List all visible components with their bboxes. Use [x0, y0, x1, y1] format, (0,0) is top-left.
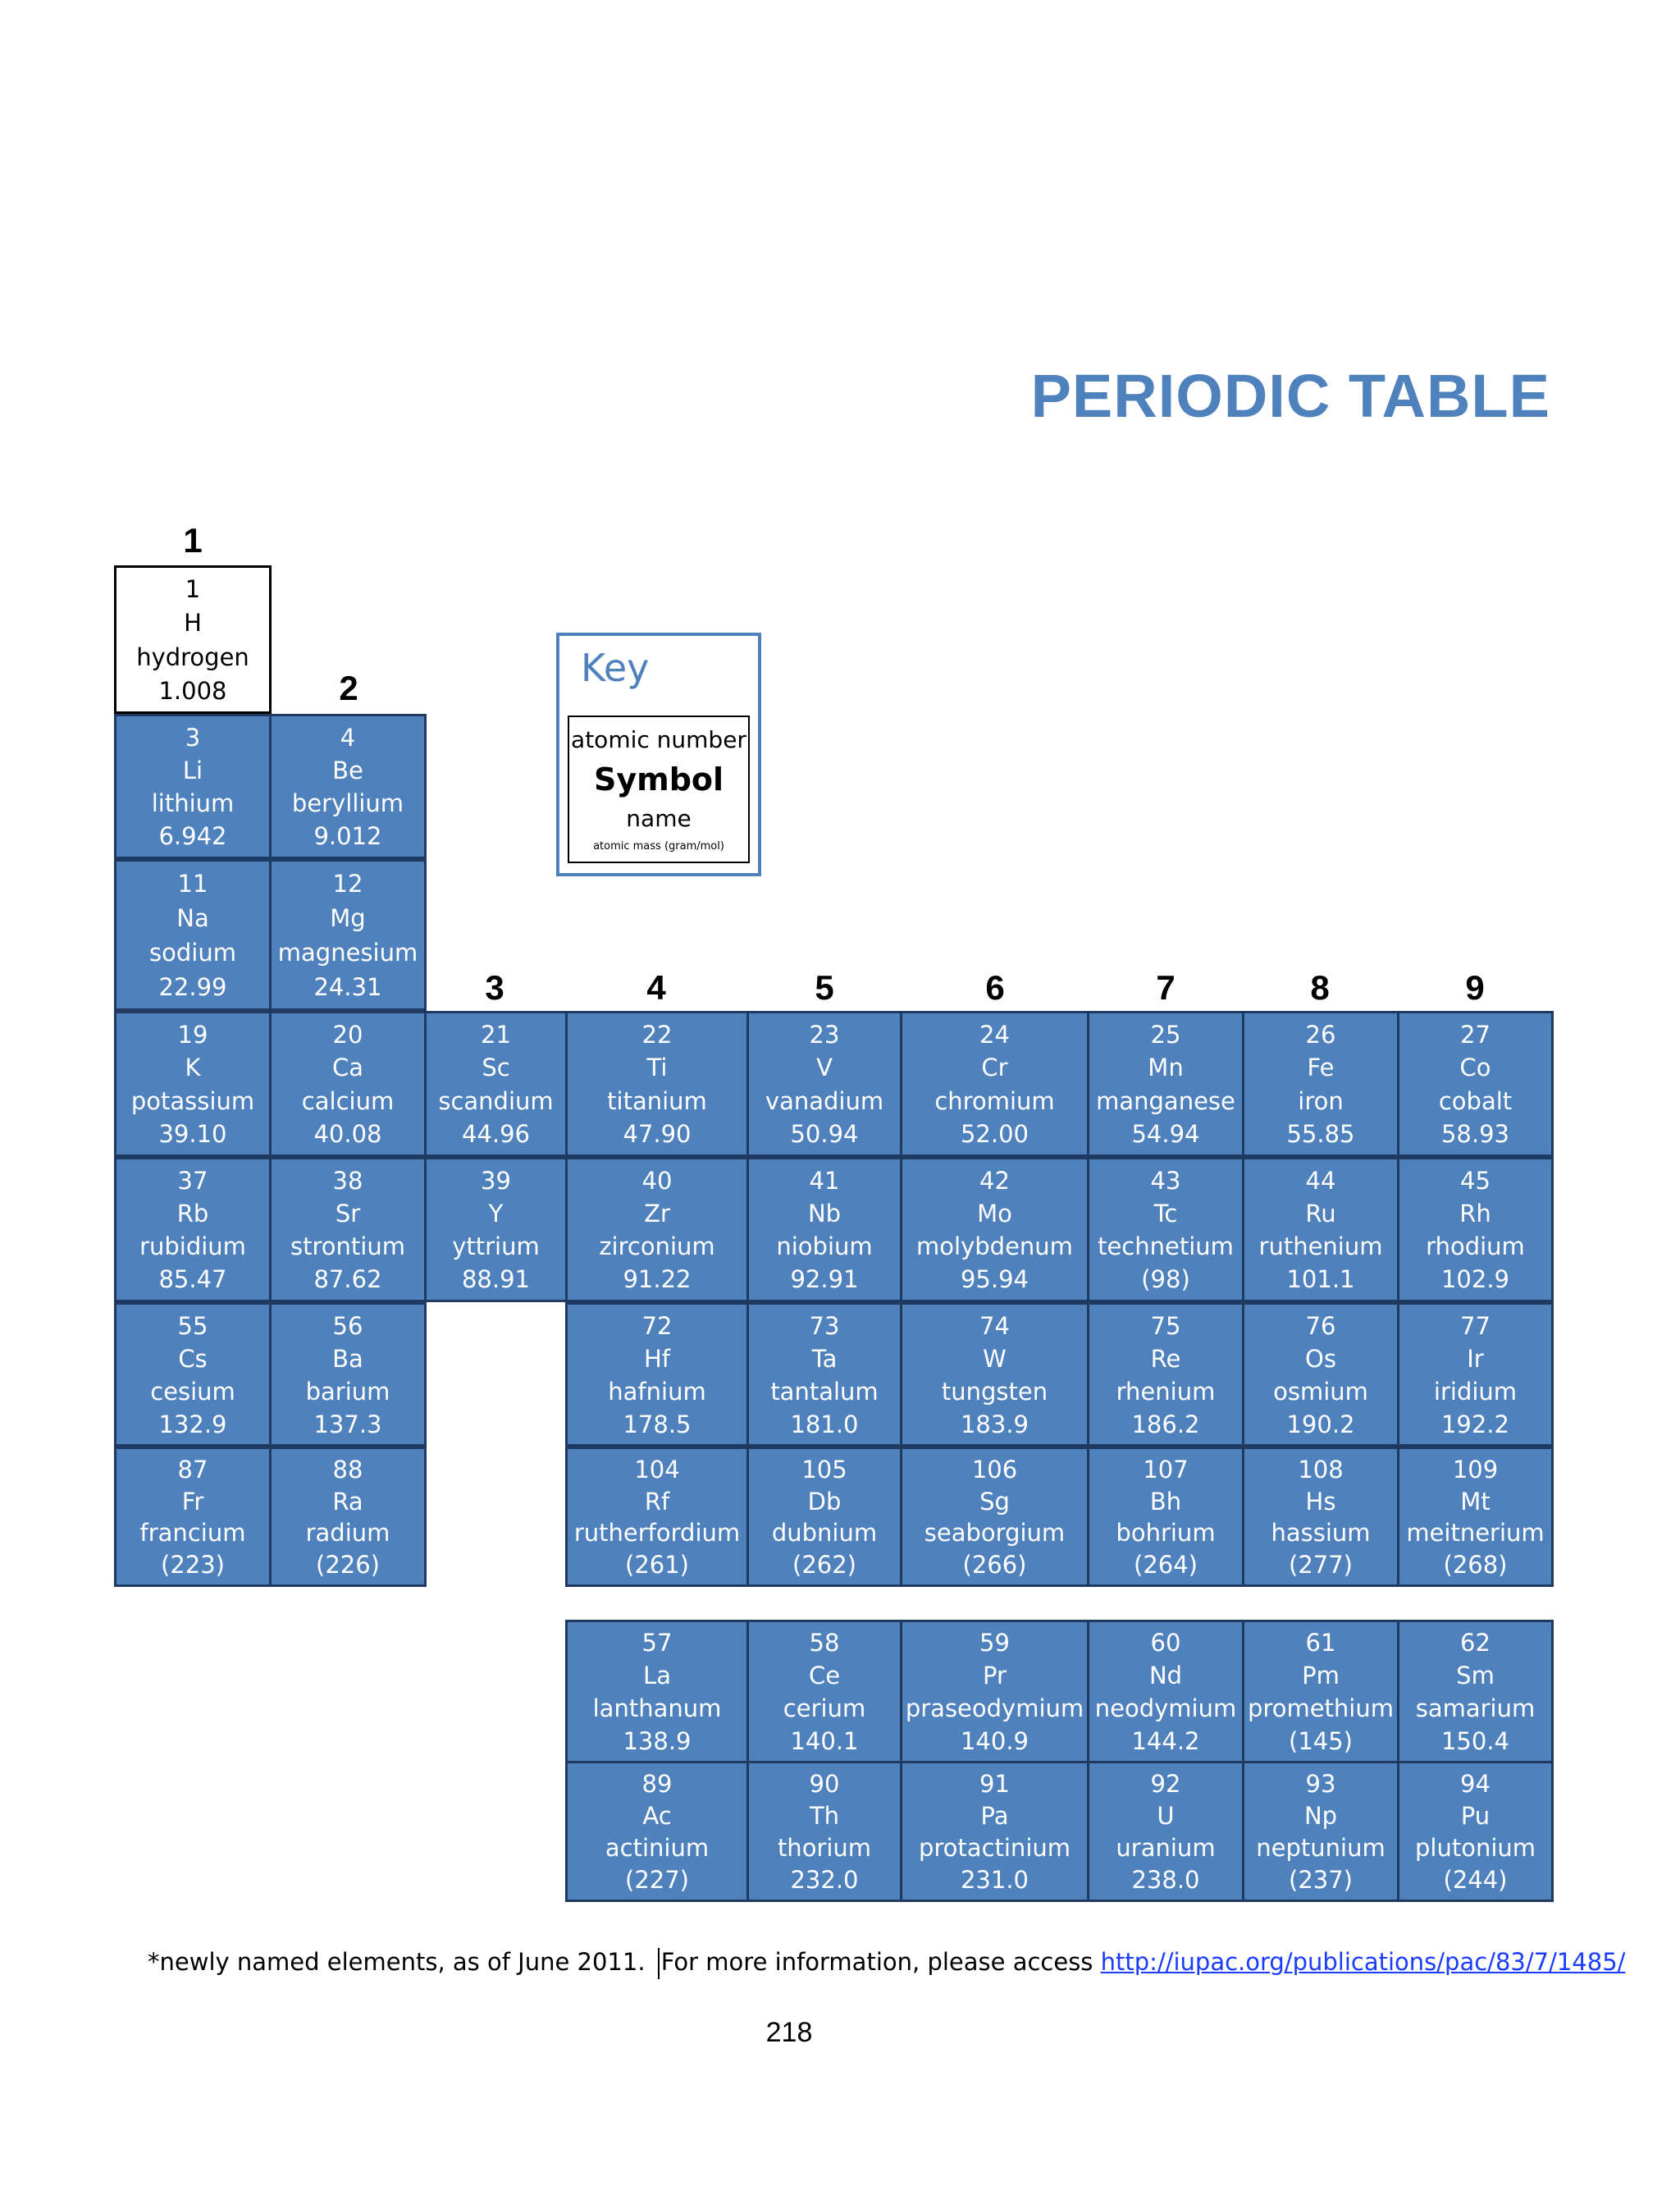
atomic-number: 45 [1460, 1166, 1491, 1195]
element-name: ruthenium [1258, 1232, 1383, 1261]
atomic-number: 109 [1452, 1455, 1499, 1484]
atomic-number: 43 [1150, 1166, 1181, 1195]
element-cell [565, 1011, 749, 1157]
atomic-mass: (262) [792, 1551, 856, 1580]
element-name: actinium [605, 1834, 710, 1862]
element-symbol: Ti [646, 1054, 668, 1082]
atomic-number: 38 [332, 1166, 363, 1195]
atomic-mass: 95.94 [960, 1265, 1029, 1294]
atomic-number: 20 [332, 1020, 363, 1049]
atomic-number: 12 [332, 869, 363, 898]
element-name: uranium [1116, 1834, 1216, 1862]
element-name: niobium [776, 1232, 873, 1261]
atomic-mass: 50.94 [790, 1120, 859, 1149]
atomic-number: 40 [641, 1166, 673, 1195]
atomic-number: 62 [1460, 1629, 1491, 1657]
atomic-mass: 183.9 [960, 1410, 1029, 1438]
element-cell [1087, 1447, 1244, 1587]
element-symbol: Pu [1460, 1802, 1491, 1830]
element-name: chromium [934, 1086, 1055, 1115]
atomic-mass: 22.99 [158, 973, 227, 1002]
element-name: plutonium [1414, 1834, 1536, 1862]
element-symbol: Pm [1302, 1662, 1340, 1690]
atomic-mass: 24.31 [313, 973, 382, 1002]
group-header-1: 1 [183, 521, 203, 560]
element-name: tungsten [941, 1377, 1048, 1406]
atomic-number: 25 [1150, 1020, 1181, 1049]
element-symbol: Cr [981, 1054, 1008, 1082]
element-name: vanadium [765, 1086, 884, 1115]
element-cell [1397, 1761, 1554, 1902]
element-name: promethium [1248, 1694, 1394, 1722]
element-name: osmium [1273, 1377, 1368, 1406]
element-cell [1397, 1011, 1554, 1157]
element-symbol: Mt [1460, 1487, 1491, 1516]
element-symbol: Zr [644, 1199, 670, 1228]
atomic-number: 104 [634, 1455, 680, 1484]
element-cell [269, 1447, 427, 1587]
element-name: protactinium [918, 1834, 1071, 1862]
key-atomic-number-label: atomic number [571, 725, 746, 753]
atomic-number: 89 [641, 1770, 673, 1798]
atomic-mass: (145) [1289, 1726, 1353, 1755]
element-cell [114, 859, 272, 1011]
element-symbol: Y [488, 1199, 504, 1228]
group-header-3: 3 [485, 968, 504, 1007]
atomic-number: 24 [979, 1020, 1010, 1049]
element-cell [1242, 1761, 1399, 1902]
element-cell [746, 1157, 902, 1302]
atomic-number: 3 [185, 723, 201, 752]
atomic-mass: 231.0 [960, 1866, 1029, 1894]
element-cell [1087, 1157, 1244, 1302]
element-name: hafnium [608, 1377, 706, 1406]
group-header-8: 8 [1310, 968, 1330, 1007]
element-symbol: Tc [1153, 1199, 1178, 1228]
atomic-mass: 52.00 [960, 1120, 1029, 1149]
element-cell [1242, 1447, 1399, 1587]
atomic-mass: (98) [1141, 1265, 1190, 1294]
element-cell [565, 1302, 749, 1447]
group-header-4: 4 [646, 968, 666, 1007]
atomic-number: 94 [1460, 1770, 1491, 1798]
element-cell [900, 1761, 1089, 1902]
atomic-mass: (268) [1443, 1551, 1508, 1580]
atomic-number: 37 [177, 1166, 208, 1195]
atomic-mass: 138.9 [623, 1726, 692, 1755]
atomic-mass: 140.1 [790, 1726, 859, 1755]
element-cell [114, 565, 272, 714]
key-legend [556, 633, 761, 876]
element-name: radium [305, 1519, 390, 1548]
element-cell [900, 1011, 1089, 1157]
element-symbol: Rb [176, 1199, 209, 1228]
element-symbol: Ce [808, 1662, 841, 1690]
atomic-mass: 6.942 [158, 822, 227, 851]
element-name: cerium [783, 1694, 866, 1722]
element-name: iron [1298, 1086, 1344, 1115]
element-name: francium [139, 1519, 246, 1548]
atomic-mass: (266) [962, 1551, 1027, 1580]
element-symbol: Ra [332, 1487, 363, 1516]
element-cell [746, 1302, 902, 1447]
atomic-number: 87 [177, 1455, 208, 1484]
key-symbol-label: Symbol [593, 761, 724, 798]
footnote-text: *newly named elements, as of June 2011. [148, 1948, 646, 1976]
element-symbol: Pa [980, 1802, 1009, 1830]
atomic-number: 72 [641, 1311, 673, 1340]
element-cell [114, 1157, 272, 1302]
element-name: beryllium [291, 789, 404, 818]
element-cell [1087, 1620, 1244, 1763]
element-name: technetium [1098, 1232, 1234, 1261]
key-name-label: name [626, 805, 692, 833]
element-symbol: Nb [807, 1199, 842, 1228]
element-cell [1397, 1157, 1554, 1302]
element-symbol: Mn [1148, 1054, 1184, 1082]
atomic-mass: 137.3 [313, 1410, 382, 1438]
atomic-number: 42 [979, 1166, 1010, 1195]
element-symbol: Th [809, 1802, 840, 1830]
atomic-mass: 232.0 [790, 1866, 859, 1894]
atomic-number: 23 [809, 1020, 840, 1049]
element-cell [1087, 1302, 1244, 1447]
element-cell [565, 1620, 749, 1763]
element-cell [1397, 1620, 1554, 1763]
element-cell [424, 1011, 568, 1157]
atomic-number: 22 [641, 1020, 673, 1049]
page-title: PERIODIC TABLE [1030, 362, 1550, 430]
element-cell [565, 1157, 749, 1302]
atomic-number: 56 [332, 1311, 363, 1340]
atomic-mass: 92.91 [790, 1265, 859, 1294]
element-cell [269, 859, 427, 1011]
atomic-mass: 54.94 [1131, 1120, 1200, 1149]
element-name: rubidium [139, 1232, 246, 1261]
page-number: 218 [765, 2017, 813, 2048]
element-symbol: Ca [331, 1054, 364, 1082]
key-sample-cell [568, 716, 750, 863]
element-name: cobalt [1438, 1086, 1513, 1115]
element-name: lanthanum [592, 1694, 722, 1722]
element-name: meitnerium [1406, 1519, 1545, 1548]
element-cell [1087, 1761, 1244, 1902]
element-name: samarium [1415, 1694, 1536, 1722]
element-name: tantalum [770, 1377, 879, 1406]
element-symbol: Re [1150, 1344, 1181, 1373]
atomic-number: 75 [1150, 1311, 1181, 1340]
element-cell [1242, 1302, 1399, 1447]
atomic-mass: 132.9 [158, 1410, 227, 1438]
atomic-mass: 1.008 [158, 676, 227, 705]
element-name: rutherfordium [573, 1519, 741, 1548]
element-symbol: Rh [1459, 1199, 1491, 1228]
atomic-number: 92 [1150, 1770, 1181, 1798]
element-cell [900, 1620, 1089, 1763]
element-symbol: Cs [178, 1344, 208, 1373]
atomic-number: 107 [1143, 1455, 1189, 1484]
atomic-mass: (223) [161, 1551, 225, 1580]
atomic-mass: 186.2 [1131, 1410, 1200, 1438]
group-header-9: 9 [1465, 968, 1485, 1007]
atomic-number: 41 [809, 1166, 840, 1195]
element-cell [114, 1302, 272, 1447]
element-name: iridium [1433, 1377, 1518, 1406]
atomic-number: 108 [1298, 1455, 1344, 1484]
atomic-number: 93 [1305, 1770, 1336, 1798]
element-cell [746, 1620, 902, 1763]
atomic-mass: (277) [1289, 1551, 1353, 1580]
key-atomic-mass-label: atomic mass (gram/mol) [593, 840, 724, 853]
group-header-5: 5 [815, 968, 834, 1007]
atomic-mass: 238.0 [1131, 1866, 1200, 1894]
element-cell [565, 1447, 749, 1587]
element-symbol: Hs [1305, 1487, 1336, 1516]
atomic-mass: 44.96 [461, 1120, 531, 1149]
atomic-mass: 87.62 [313, 1265, 382, 1294]
atomic-number: 60 [1150, 1629, 1181, 1657]
atomic-mass: 91.22 [623, 1265, 692, 1294]
element-name: neptunium [1256, 1834, 1386, 1862]
element-name: magnesium [277, 939, 418, 967]
element-name: rhodium [1426, 1232, 1525, 1261]
element-name: sodium [149, 939, 236, 967]
element-cell [900, 1302, 1089, 1447]
atomic-number: 91 [979, 1770, 1010, 1798]
atomic-number: 59 [979, 1629, 1010, 1657]
element-name: rhenium [1116, 1377, 1216, 1406]
element-cell [746, 1761, 902, 1902]
atomic-mass: 101.1 [1286, 1265, 1355, 1294]
element-cell [1242, 1157, 1399, 1302]
element-name: neodymium [1094, 1694, 1237, 1722]
element-symbol: Sm [1456, 1662, 1495, 1690]
atomic-mass: (244) [1443, 1866, 1508, 1894]
element-symbol: Np [1303, 1802, 1338, 1830]
element-cell [269, 1011, 427, 1157]
iupac-link[interactable]: http://iupac.org/publications/pac/83/7/1485/ [1100, 1948, 1626, 1976]
element-name: calcium [301, 1086, 395, 1115]
atomic-mass: (227) [625, 1866, 689, 1894]
atomic-number: 76 [1305, 1311, 1336, 1340]
element-name: bohrium [1116, 1519, 1216, 1548]
element-symbol: Ac [642, 1802, 672, 1830]
element-name: potassium [130, 1086, 255, 1115]
atomic-number: 58 [809, 1629, 840, 1657]
atomic-number: 1 [185, 575, 201, 604]
atomic-mass: 150.4 [1440, 1726, 1510, 1755]
element-cell [1397, 1302, 1554, 1447]
element-cell [1242, 1620, 1399, 1763]
element-name: thorium [777, 1834, 872, 1862]
element-cell [269, 1302, 427, 1447]
element-name: hydrogen [136, 642, 249, 671]
element-cell [1397, 1447, 1554, 1587]
group-header-6: 6 [985, 968, 1005, 1007]
atomic-number: 74 [979, 1311, 1010, 1340]
atomic-number: 57 [641, 1629, 673, 1657]
atomic-mass: 47.90 [623, 1120, 692, 1149]
element-name: molybdenum [916, 1232, 1073, 1261]
element-symbol: Pr [983, 1662, 1007, 1690]
element-symbol: U [1157, 1802, 1175, 1830]
atomic-number: 27 [1460, 1020, 1491, 1049]
atomic-mass: 85.47 [158, 1265, 227, 1294]
atomic-number: 106 [971, 1455, 1018, 1484]
element-symbol: Li [182, 756, 203, 784]
element-cell [114, 1447, 272, 1587]
footnote [148, 1948, 1625, 1979]
element-symbol: Ba [332, 1344, 363, 1373]
atomic-number: 11 [177, 869, 208, 898]
footnote-more-info: For more information, please access [660, 1948, 1093, 1976]
atomic-number: 55 [177, 1311, 208, 1340]
element-cell [269, 714, 427, 859]
atomic-mass: (261) [625, 1551, 689, 1580]
element-cell [114, 714, 272, 859]
atomic-number: 105 [801, 1455, 847, 1484]
element-symbol: W [983, 1344, 1007, 1373]
element-symbol: La [643, 1662, 671, 1690]
text-cursor [658, 1948, 660, 1979]
element-symbol: Ir [1467, 1344, 1484, 1373]
atomic-mass: 40.08 [313, 1120, 382, 1149]
element-symbol: Ru [1305, 1199, 1336, 1228]
element-symbol: Bh [1149, 1487, 1182, 1516]
atomic-number: 77 [1460, 1311, 1491, 1340]
element-cell [746, 1447, 902, 1587]
atomic-number: 73 [809, 1311, 840, 1340]
element-symbol: K [185, 1054, 201, 1082]
element-symbol: Sg [979, 1487, 1010, 1516]
atomic-mass: 140.9 [960, 1726, 1029, 1755]
atomic-mass: (264) [1134, 1551, 1198, 1580]
group-header-2: 2 [339, 669, 358, 707]
element-symbol: Db [807, 1487, 842, 1516]
atomic-number: 39 [481, 1166, 511, 1195]
atomic-mass: 9.012 [313, 822, 382, 851]
atomic-number: 90 [809, 1770, 840, 1798]
element-symbol: H [184, 609, 202, 638]
element-cell [114, 1011, 272, 1157]
atomic-mass: (226) [316, 1551, 380, 1580]
element-symbol: Rf [644, 1487, 670, 1516]
element-name: hassium [1271, 1519, 1371, 1548]
element-name: strontium [290, 1232, 405, 1261]
atomic-number: 88 [332, 1455, 363, 1484]
atomic-mass: 178.5 [623, 1410, 692, 1438]
atomic-mass: 181.0 [790, 1410, 859, 1438]
element-symbol: Nd [1148, 1662, 1183, 1690]
element-name: lithium [151, 789, 235, 818]
element-symbol: V [816, 1054, 833, 1082]
atomic-number: 61 [1305, 1629, 1336, 1657]
element-symbol: Mg [330, 903, 366, 932]
atomic-number: 44 [1305, 1166, 1336, 1195]
atomic-mass: 144.2 [1131, 1726, 1200, 1755]
atomic-number: 21 [481, 1020, 511, 1049]
atomic-number: 19 [177, 1020, 208, 1049]
element-cell [1242, 1011, 1399, 1157]
element-symbol: Sc [482, 1054, 510, 1082]
element-cell [900, 1447, 1089, 1587]
element-symbol: Os [1305, 1344, 1336, 1373]
element-name: scandium [438, 1086, 554, 1115]
element-cell [746, 1011, 902, 1157]
element-cell [900, 1157, 1089, 1302]
element-name: manganese [1096, 1086, 1235, 1115]
atomic-mass: 192.2 [1440, 1410, 1510, 1438]
key-title: Key [581, 646, 650, 690]
element-name: titanium [607, 1086, 707, 1115]
element-cell [1087, 1011, 1244, 1157]
element-symbol: Sr [335, 1199, 361, 1228]
element-symbol: Be [332, 756, 363, 784]
element-name: zirconium [599, 1232, 715, 1261]
element-cell [565, 1761, 749, 1902]
element-symbol: Co [1459, 1054, 1491, 1082]
element-symbol: Fe [1307, 1054, 1335, 1082]
element-name: yttrium [452, 1232, 540, 1261]
element-name: seaborgium [924, 1519, 1066, 1548]
atomic-mass: (237) [1289, 1866, 1353, 1894]
element-symbol: Na [176, 903, 209, 932]
atomic-mass: 58.93 [1440, 1120, 1510, 1149]
atomic-mass: 39.10 [158, 1120, 227, 1149]
atomic-mass: 55.85 [1286, 1120, 1355, 1149]
atomic-mass: 88.91 [461, 1265, 531, 1294]
element-symbol: Fr [181, 1487, 204, 1516]
element-name: praseodymium [905, 1694, 1084, 1722]
atomic-mass: 102.9 [1440, 1265, 1510, 1294]
atomic-number: 26 [1305, 1020, 1336, 1049]
element-name: cesium [150, 1377, 235, 1406]
element-name: dubnium [771, 1519, 878, 1548]
element-name: barium [305, 1377, 390, 1406]
atomic-mass: 190.2 [1286, 1410, 1355, 1438]
group-header-7: 7 [1156, 968, 1176, 1007]
element-cell [269, 1157, 427, 1302]
element-symbol: Mo [977, 1199, 1012, 1228]
element-symbol: Ta [811, 1344, 838, 1373]
element-symbol: Hf [643, 1344, 671, 1373]
element-cell [424, 1157, 568, 1302]
atomic-number: 4 [340, 723, 356, 752]
